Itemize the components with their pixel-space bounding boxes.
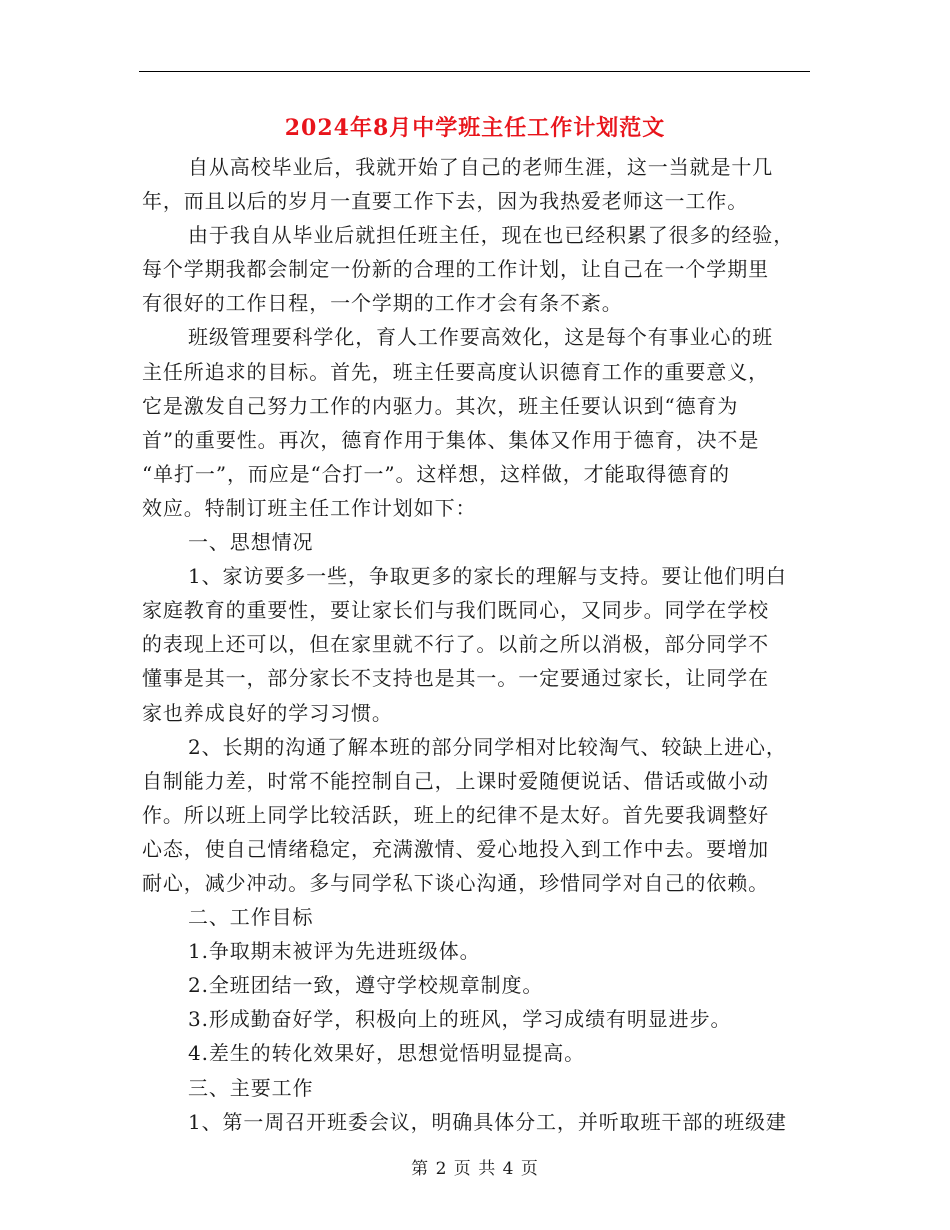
list-item: 1.争取期末被评为先进班级体。 — [188, 939, 481, 964]
paragraph-line: 家庭教育的重要性，要让家长们与我们既同心，又同步。同学在学校 — [142, 598, 769, 623]
paragraph-line: 主任所追求的目标。首先，班主任要高度认识德育工作的重要意义， — [142, 359, 769, 384]
list-item: 2.全班团结一致，遵守学校规章制度。 — [188, 973, 544, 998]
paragraph-line: 耐心，减少冲动。多与同学私下谈心沟通，珍惜同学对自己的依赖。 — [142, 870, 769, 895]
section-heading: 一、思想情况 — [188, 530, 314, 555]
paragraph-line: 效应。特制订班主任工作计划如下： — [142, 495, 477, 520]
paragraph-line: 懂事是其一，部分家长不支持也是其一。一定要通过家长，让同学在 — [142, 666, 769, 691]
paragraph-line: 每个学期我都会制定一份新的合理的工作计划，让自己在一个学期里 — [142, 257, 769, 282]
paragraph-line: 由于我自从毕业后就担任班主任，现在也已经积累了很多的经验， — [188, 223, 795, 248]
paragraph-line: 心态，使自己情绪稳定，充满激情、爱心地投入到工作中去。要增加 — [142, 836, 769, 861]
paragraph-line: 1、家访要多一些，争取更多的家长的理解与支持。要让他们明白 — [188, 564, 787, 589]
paragraph-line: 自制能力差，时常不能控制自己，上课时爱随便说话、借话或做小动 — [142, 768, 769, 793]
paragraph-line: 班级管理要科学化，育人工作要高效化，这是每个有事业心的班 — [188, 325, 774, 350]
paragraph-line: 的表现上还可以，但在家里就不行了。以前之所以消极，部分同学不 — [142, 632, 769, 657]
list-item: 3.形成勤奋好学，积极向上的班风，学习成绩有明显进步。 — [188, 1007, 732, 1032]
document-title: 2024年8月中学班主任工作计划范文 — [284, 115, 666, 141]
paragraph-line: 作。所以班上同学比较活跃，班上的纪律不是太好。首先要我调整好 — [142, 802, 769, 827]
paragraph-line: 家也养成良好的学习习惯。 — [142, 700, 393, 725]
paragraph-line: 有很好的工作日程，一个学期的工作才会有条不紊。 — [142, 291, 623, 316]
paragraph-line: 1、第一周召开班委会议，明确具体分工，并听取班干部的班级建 — [188, 1109, 787, 1134]
paragraph-line: 首”的重要性。再次，德育作用于集体、集体又作用于德育，决不是 — [142, 427, 760, 452]
list-item: 4.差生的转化效果好，思想觉悟明显提高。 — [188, 1041, 586, 1066]
paragraph-line: 2、长期的沟通了解本班的部分同学相对比较淘气、较缺上进心， — [188, 734, 787, 759]
section-heading: 二、工作目标 — [188, 905, 314, 930]
header-rule — [139, 71, 810, 72]
page-number-footer: 第 2 页 共 4 页 — [411, 1159, 539, 1179]
paragraph-line: 自从高校毕业后，我就开始了自己的老师生涯，这一当就是十几 — [188, 155, 774, 179]
paragraph-line: 它是激发自己努力工作的内驱力。其次，班主任要认识到“德育为 — [142, 393, 739, 418]
document-body — [142, 150, 812, 1139]
paragraph-line: 年，而且以后的岁月一直要工作下去，因为我热爱老师这一工作。 — [142, 189, 749, 214]
paragraph-line: “单打一”，而应是“合打一”。这样想，这样做，才能取得德育的 — [142, 461, 730, 486]
section-heading: 三、主要工作 — [188, 1075, 314, 1100]
